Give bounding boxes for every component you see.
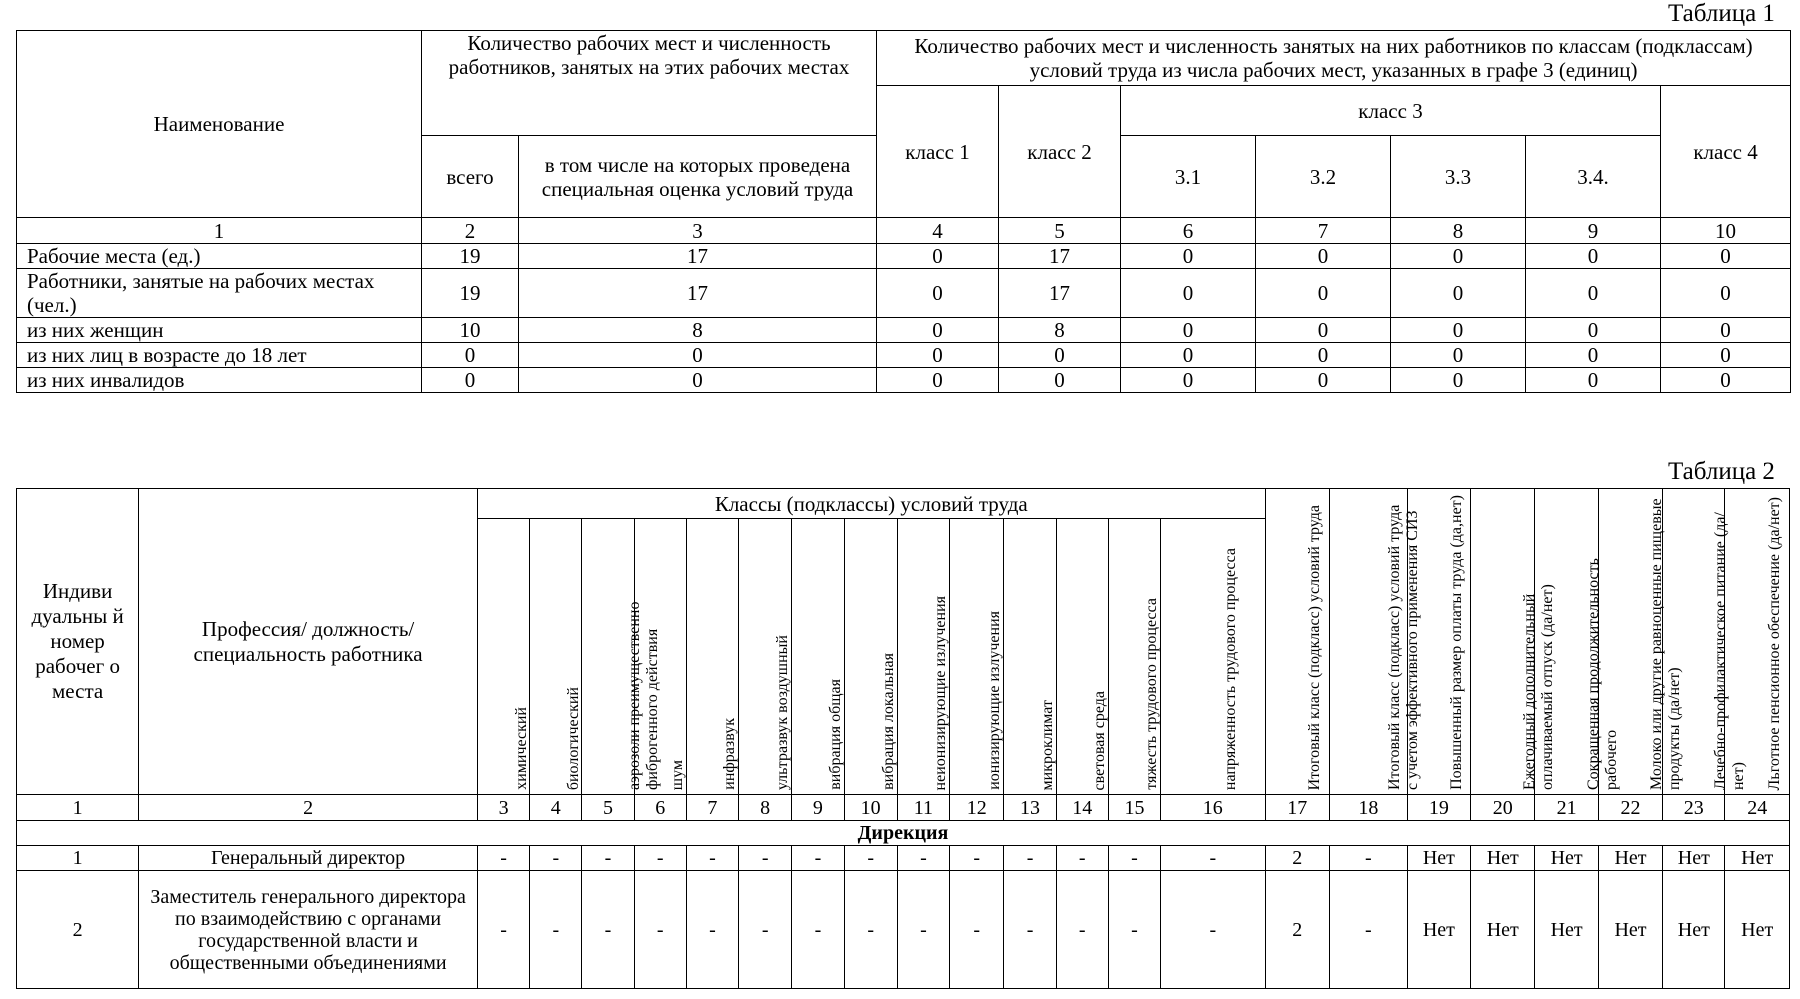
column-number: 19 <box>1407 795 1470 821</box>
table-cell: Нет <box>1725 871 1790 989</box>
workplace-id-header: Индиви дуальны й номер рабочег о места <box>17 489 139 795</box>
assessed-header: в том числе на которых проведена специальная оценка условий труда <box>519 136 877 218</box>
table-cell: Нет <box>1407 871 1470 989</box>
factor-header <box>844 519 897 795</box>
table-row <box>17 244 1791 269</box>
table-cell: 0 <box>1256 318 1391 343</box>
table-row <box>17 368 1791 393</box>
table-cell: 0 <box>1661 343 1791 368</box>
factor-label: микроклимат <box>1039 699 1057 790</box>
factor-header <box>1004 519 1056 795</box>
column-number: 7 <box>1256 218 1391 244</box>
column-number: 8 <box>1391 218 1526 244</box>
table-cell: Нет <box>1471 846 1535 871</box>
factor-header <box>739 519 792 795</box>
table-cell: 0 <box>1121 244 1256 269</box>
factor-header <box>792 519 844 795</box>
table-row <box>17 846 1790 871</box>
class1-header: класс 1 <box>877 86 999 218</box>
table-cell: 0 <box>1256 368 1391 393</box>
result-header <box>1471 489 1556 795</box>
table-cell: 0 <box>999 343 1121 368</box>
table-cell: 0 <box>1391 368 1526 393</box>
table-row <box>17 871 1790 989</box>
row-label: из них инвалидов <box>17 368 422 393</box>
table1-caption: Таблица 1 <box>1668 0 1775 27</box>
column-number: 2 <box>139 795 478 821</box>
result-header <box>1407 489 1470 795</box>
table-cell: - <box>739 871 792 989</box>
column-number: 12 <box>950 795 1004 821</box>
column-number: 15 <box>1108 795 1160 821</box>
table-cell: 0 <box>422 343 519 368</box>
class3-header: класс 3 <box>1121 86 1661 136</box>
table-row <box>17 318 1791 343</box>
column-number: 11 <box>897 795 949 821</box>
table-cell: 1 <box>17 846 139 871</box>
class3-1-header: 3.1 <box>1121 136 1256 218</box>
table-cell: Нет <box>1535 846 1598 871</box>
table-cell: - <box>1161 846 1265 871</box>
table-cell: 0 <box>1526 269 1661 318</box>
table-cell: 2 <box>1265 871 1329 989</box>
column-number-row <box>17 795 1790 821</box>
table-cell: - <box>1056 846 1108 871</box>
table-cell: - <box>634 871 686 989</box>
table-cell: 0 <box>877 368 999 393</box>
table-cell: - <box>477 871 529 989</box>
total-header: всего <box>422 136 519 218</box>
table-cell: - <box>1108 871 1160 989</box>
column-number: 1 <box>17 795 139 821</box>
table-cell: - <box>844 871 897 989</box>
table-cell: - <box>686 846 738 871</box>
result-label: Итоговый класс (подкласс) условий труда с учетом эффективного применения СИЗ <box>1386 504 1422 790</box>
result-header <box>1725 489 1790 795</box>
column-number: 22 <box>1598 795 1662 821</box>
factor-label: напряженность трудового процесса <box>1221 547 1239 790</box>
result-label: Льготное пенсионное обеспечение (да/нет) <box>1766 496 1784 790</box>
table-cell: - <box>844 846 897 871</box>
table-cell: - <box>582 871 634 989</box>
table-cell: 0 <box>1121 318 1256 343</box>
table-cell: 0 <box>1121 269 1256 318</box>
profession-cell: Генеральный директор <box>139 846 478 871</box>
result-label: Итоговый класс (подкласс) условий труда <box>1306 504 1324 790</box>
column-number: 9 <box>1526 218 1661 244</box>
classes-header: Классы (подклассы) условий труда <box>477 489 1265 519</box>
table-cell: - <box>792 871 844 989</box>
summary-table <box>16 30 1791 393</box>
result-label: Лечебно-профилактическое питание (да/нет) <box>1711 512 1747 790</box>
table-cell: - <box>897 871 949 989</box>
table-cell: 17 <box>519 244 877 269</box>
factor-label: неионизирующие излучения <box>932 595 950 790</box>
factor-label: инфразвук <box>721 718 739 790</box>
table-cell: 0 <box>877 318 999 343</box>
column-number: 6 <box>634 795 686 821</box>
class3-3-header: 3.3 <box>1391 136 1526 218</box>
column-number: 7 <box>686 795 738 821</box>
table-cell: 0 <box>422 368 519 393</box>
table-cell: 0 <box>877 244 999 269</box>
factor-header <box>1161 519 1265 795</box>
table-cell: 0 <box>999 368 1121 393</box>
table-cell: 0 <box>519 368 877 393</box>
table-row <box>17 343 1791 368</box>
table-cell: 0 <box>1256 244 1391 269</box>
table-cell: - <box>634 846 686 871</box>
result-label: Ежегодный дополнительный оплачиваемый отпуск (да/нет) <box>1520 584 1556 790</box>
column-number-row <box>17 218 1791 244</box>
factor-label: биологический <box>564 686 582 790</box>
table-cell: 0 <box>1526 368 1661 393</box>
factor-label: аэрозоли преимущественно фиброгенного действия <box>625 601 661 790</box>
table-cell: - <box>792 846 844 871</box>
workplaces-group-header: Количество рабочих мест и численность работников, занятых на этих рабочих местах <box>422 31 877 136</box>
factor-header <box>1108 519 1160 795</box>
table-cell: 8 <box>519 318 877 343</box>
column-number: 24 <box>1725 795 1790 821</box>
table-cell: 10 <box>422 318 519 343</box>
class3-2-header: 3.2 <box>1256 136 1391 218</box>
table-cell: 0 <box>1526 244 1661 269</box>
table-cell: 17 <box>519 269 877 318</box>
factor-header <box>530 519 582 795</box>
table-cell: 19 <box>422 269 519 318</box>
table-cell: 0 <box>1121 343 1256 368</box>
table2-caption: Таблица 2 <box>1668 458 1775 485</box>
column-number: 9 <box>792 795 844 821</box>
factor-header <box>582 519 661 795</box>
table-cell: 0 <box>1526 343 1661 368</box>
table-cell: Нет <box>1471 871 1535 989</box>
table-cell: - <box>950 871 1004 989</box>
table-cell: - <box>1161 871 1265 989</box>
result-label: Сокращенная продолжительность рабочего <box>1584 558 1620 790</box>
factor-label: шум <box>669 759 687 790</box>
table-cell: 8 <box>999 318 1121 343</box>
class2-header: класс 2 <box>999 86 1121 218</box>
row-label: из них женщин <box>17 318 422 343</box>
table-cell: 17 <box>999 269 1121 318</box>
factor-label: ионизирующие излучения <box>985 611 1003 790</box>
factor-header <box>1056 519 1108 795</box>
table-cell: 0 <box>1391 343 1526 368</box>
profession-cell: Заместитель генерального директора по взаимодействию с органами государственной власти и общественными объединениями <box>139 871 478 989</box>
result-label: Молоко или другие равноценные пищевые продукты (да/нет) <box>1648 498 1684 790</box>
row-label: из них лиц в возрасте до 18 лет <box>17 343 422 368</box>
column-number: 3 <box>519 218 877 244</box>
class4-header: класс 4 <box>1661 86 1791 218</box>
table-cell: Нет <box>1663 871 1725 989</box>
table-cell: Нет <box>1598 871 1662 989</box>
profession-header: Профессия/ должность/ специальность работника <box>139 489 478 795</box>
column-number: 17 <box>1265 795 1329 821</box>
result-header <box>1598 489 1684 795</box>
table-cell: - <box>1108 846 1160 871</box>
table-cell: 0 <box>1391 244 1526 269</box>
result-header <box>1329 489 1422 795</box>
result-header <box>1535 489 1620 795</box>
factor-header <box>897 519 949 795</box>
table-cell: - <box>950 846 1004 871</box>
column-number: 5 <box>999 218 1121 244</box>
table-cell: Нет <box>1407 846 1470 871</box>
table-cell: 0 <box>1391 318 1526 343</box>
table-cell: - <box>897 846 949 871</box>
column-number: 1 <box>17 218 422 244</box>
column-number: 3 <box>477 795 529 821</box>
factor-header <box>634 519 686 795</box>
column-number: 10 <box>1661 218 1791 244</box>
table-cell: 0 <box>877 269 999 318</box>
section-row <box>17 821 1790 846</box>
factor-header <box>686 519 738 795</box>
table-cell: - <box>1329 846 1407 871</box>
column-number: 8 <box>739 795 792 821</box>
table-cell: 0 <box>1256 269 1391 318</box>
table-cell: Нет <box>1535 871 1598 989</box>
table-cell: Нет <box>1663 846 1725 871</box>
column-number: 18 <box>1329 795 1407 821</box>
column-number: 4 <box>530 795 582 821</box>
row-label: Работники, занятые на рабочих местах (чел.) <box>17 269 422 318</box>
table-cell: 0 <box>1661 318 1791 343</box>
table-cell: 2 <box>17 871 139 989</box>
table-cell: 0 <box>1256 343 1391 368</box>
table-cell: - <box>1004 871 1056 989</box>
column-number: 20 <box>1471 795 1535 821</box>
column-number: 6 <box>1121 218 1256 244</box>
table-cell: Нет <box>1725 846 1790 871</box>
table-cell: 0 <box>1661 368 1791 393</box>
column-number: 23 <box>1663 795 1725 821</box>
table-cell: 2 <box>1265 846 1329 871</box>
result-label: Повышенный размер оплаты труда (да,нет) <box>1447 495 1465 790</box>
table-cell: 0 <box>519 343 877 368</box>
table-cell: - <box>530 871 582 989</box>
result-header <box>1663 489 1747 795</box>
factor-label: вибрация общая <box>826 679 844 790</box>
column-number: 2 <box>422 218 519 244</box>
table-cell: - <box>582 846 634 871</box>
column-number: 13 <box>1004 795 1056 821</box>
factor-label: световая среда <box>1091 690 1109 790</box>
table-cell: 17 <box>999 244 1121 269</box>
factor-header <box>477 519 529 795</box>
table-cell: 0 <box>1526 318 1661 343</box>
table-cell: Нет <box>1598 846 1662 871</box>
factor-label: тяжесть трудового процесса <box>1143 598 1161 790</box>
table-cell: - <box>1329 871 1407 989</box>
table-cell: - <box>686 871 738 989</box>
column-number: 10 <box>844 795 897 821</box>
table-row <box>17 269 1791 318</box>
table-cell: - <box>530 846 582 871</box>
table-cell: 0 <box>1661 269 1791 318</box>
workplace-table <box>16 488 1790 989</box>
row-label: Рабочие места (ед.) <box>17 244 422 269</box>
table-cell: 19 <box>422 244 519 269</box>
factor-label: ультразвук воздушный <box>774 634 792 790</box>
table-cell: - <box>739 846 792 871</box>
column-number: 4 <box>877 218 999 244</box>
table-cell: 0 <box>1121 368 1256 393</box>
result-header <box>1265 489 1329 795</box>
name-header: Наименование <box>17 31 422 218</box>
class3-4-header: 3.4. <box>1526 136 1661 218</box>
factor-label: химический <box>512 707 530 790</box>
table-cell: 0 <box>877 343 999 368</box>
column-number: 21 <box>1535 795 1598 821</box>
table-cell: - <box>477 846 529 871</box>
column-number: 5 <box>582 795 634 821</box>
table-cell: - <box>1056 871 1108 989</box>
table-cell: 0 <box>1661 244 1791 269</box>
table-cell: 0 <box>1391 269 1526 318</box>
table-cell: - <box>1004 846 1056 871</box>
column-number: 16 <box>1161 795 1265 821</box>
factor-header <box>950 519 1004 795</box>
column-number: 14 <box>1056 795 1108 821</box>
classes-group-header: Количество рабочих мест и численность занятых на них работников по классам (подклассам) условий труда из числа рабочих мест, указанных в графе 3 (единиц) <box>877 31 1791 86</box>
factor-label: вибрация локальная <box>879 653 897 790</box>
section-direction: Дирекция <box>17 821 1790 846</box>
